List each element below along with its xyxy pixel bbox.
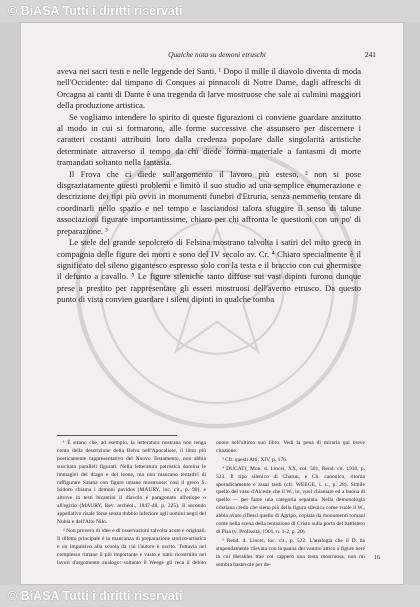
paragraph: aveva nei sacri testi e nelle leggende dei Santi. ¹ Dopo il mille il diavolo diventa di moda nell'Occidente: dal timpano di Conques ai pinnacoli di Notre Dame, dagli affreschi di Orcagna ai canti di Dante è una tregenda di larve mostruose che sale ai culmini maggiori della produzione artistica. (57, 66, 361, 111)
document-page (20, 22, 404, 585)
footnote: ³ Cfr. questi Atti, XIV, p. 176. (222, 456, 288, 463)
main-text (57, 66, 361, 306)
footnote: ⁵ Rend. d. Lincei, loc. cit., p. 522. L'analogia che il D. ha stupendamente rilevata con la panna del vautito attico a figure nere in cui Herakles trae col cappero una testa mostruosa, non mi sembra bastevole per de- (216, 537, 365, 568)
running-head (58, 50, 376, 59)
paragraph: Se vogliamo intendere lo spirito di queste figurazioni ci conviene guardare anzitutto al modo in cui si formarono, alle forme successive che assunsero per discernere i caratteri costanti attribuiti loro dalla credenza popolare dalle singolarità artistiche determinate attraverso il tempo da chi diede forma materiale a fantasmi di morte tramandati soltanto nella fantasia. (57, 111, 361, 168)
signature-mark: 16 (374, 555, 380, 561)
watermark-banner-top (0, 0, 420, 22)
banner-text: © BiASA Tutti i diritti riservati (8, 589, 183, 603)
watermark-banner-bottom (0, 585, 420, 607)
paragraph: Il Frova che ci diede sull'argomento il lavoro più esteso, ² non si pose disgraziatamente questi problemi e limitò il suo studio ad una semplice enumerazione e descrizione dei tipi più ovvii in monumenti funebri d'Etruria, senza nemmeno tentare di coordinarli nello spazio e nel tempo e lasciandosi talora sfuggire il senso di talune associazioni figurate importantissime, chiaro per chi affronta le questioni con un po' di preparazione. ³ (57, 168, 361, 236)
running-title: Qualche nota su demoni etruschi (168, 50, 266, 59)
footnotes (57, 440, 365, 570)
page-number: 241 (364, 50, 376, 59)
footnote: ⁴ DUCATI, Mon. d. Lincei, XX, col. 501, Rend. cit. 1910, p. 523. Il tipo silenico di Charun, e Ch. canonico, ritorna sporadicamente e assai tardi (cfr. WEEGE, l. c., p. 28). Simile quello del vaso d'Alceste che il W., lo, vuol chiamare ed a buona di quello — per fame una categoria separata. Nella demonologia cristiana credo che sieno più della figura silenica come vuole il W., abbia avuto riflessi quello di Agripo, copiata da monumenti romani come nella scena della tentazione di Cristo sulla porta del battistero di Pisa (v. Prolissità, 1901, n. 1-2, p. 20). (216, 465, 365, 535)
footnote: ¹ È strano che, ad esempio, la letteratura nostrana non tenga conto della descrizione della Belva nell'Apocalisse, il libro più poeticamente rappresentativo del Nuovo Testamento, non abbia suscitato paralleli figurati. Nella letteratura patristica domina le immagini del drago e del leone, ma non mancano tentativi di raffigurare Satana con figure umane mostruose: così il greco S. Isidoro chiama i demoni pavidos (MAURY, loc. cit., p. 90), e altrove in testi bizantini il diavolo è paragonato all'etiope o all'egizio (MAURY, Rev. archéol., 1847-48, p. 225). Il secondo appellativo risale forse senza dubbio inferiore agli uomini negri del Nubia e dell'Alto Nilo. (57, 440, 206, 526)
footnote: ² Non provero di idee e di osservazioni talvolta acute e originali. Il difetto principale è la mancanza di preparazione storico-artistica e un impulsivo alla scuola da cui l'autore è uscito. Tuttavia nel complesso rimane il più importante e vasto e tutto ricostruito nei lavori d'argomento analogo: soltanto il Weege gli reca il debito onore nell'ultimo suo libro. Vedi la pena di mirarla qui breve citazione. (57, 440, 365, 566)
banner-text: © BiASA Tutti i diritti riservati (8, 4, 183, 18)
paragraph: Le stele del grande sepolcreto di Felsina mostrano talvolta i satiri del mito greco in compagnia delle figure dei morti e sono del IV secolo av. Cr. ⁴ Chiaro specialmente è il significato del sileno gigantesco espresso solo con la testa e il braccio con cui ghermisce il defunto a cavallo. ⁵ Le figure sileniche tanto diffuse sui vasi dipinti furono dunque prese a prestito per rappresentare gli esseri mostruosi dell'averno etrusco. Da questo punto di vista convien guardare i sileni dipinti in qualche tomba (57, 237, 361, 305)
footnote-rule (57, 435, 177, 436)
